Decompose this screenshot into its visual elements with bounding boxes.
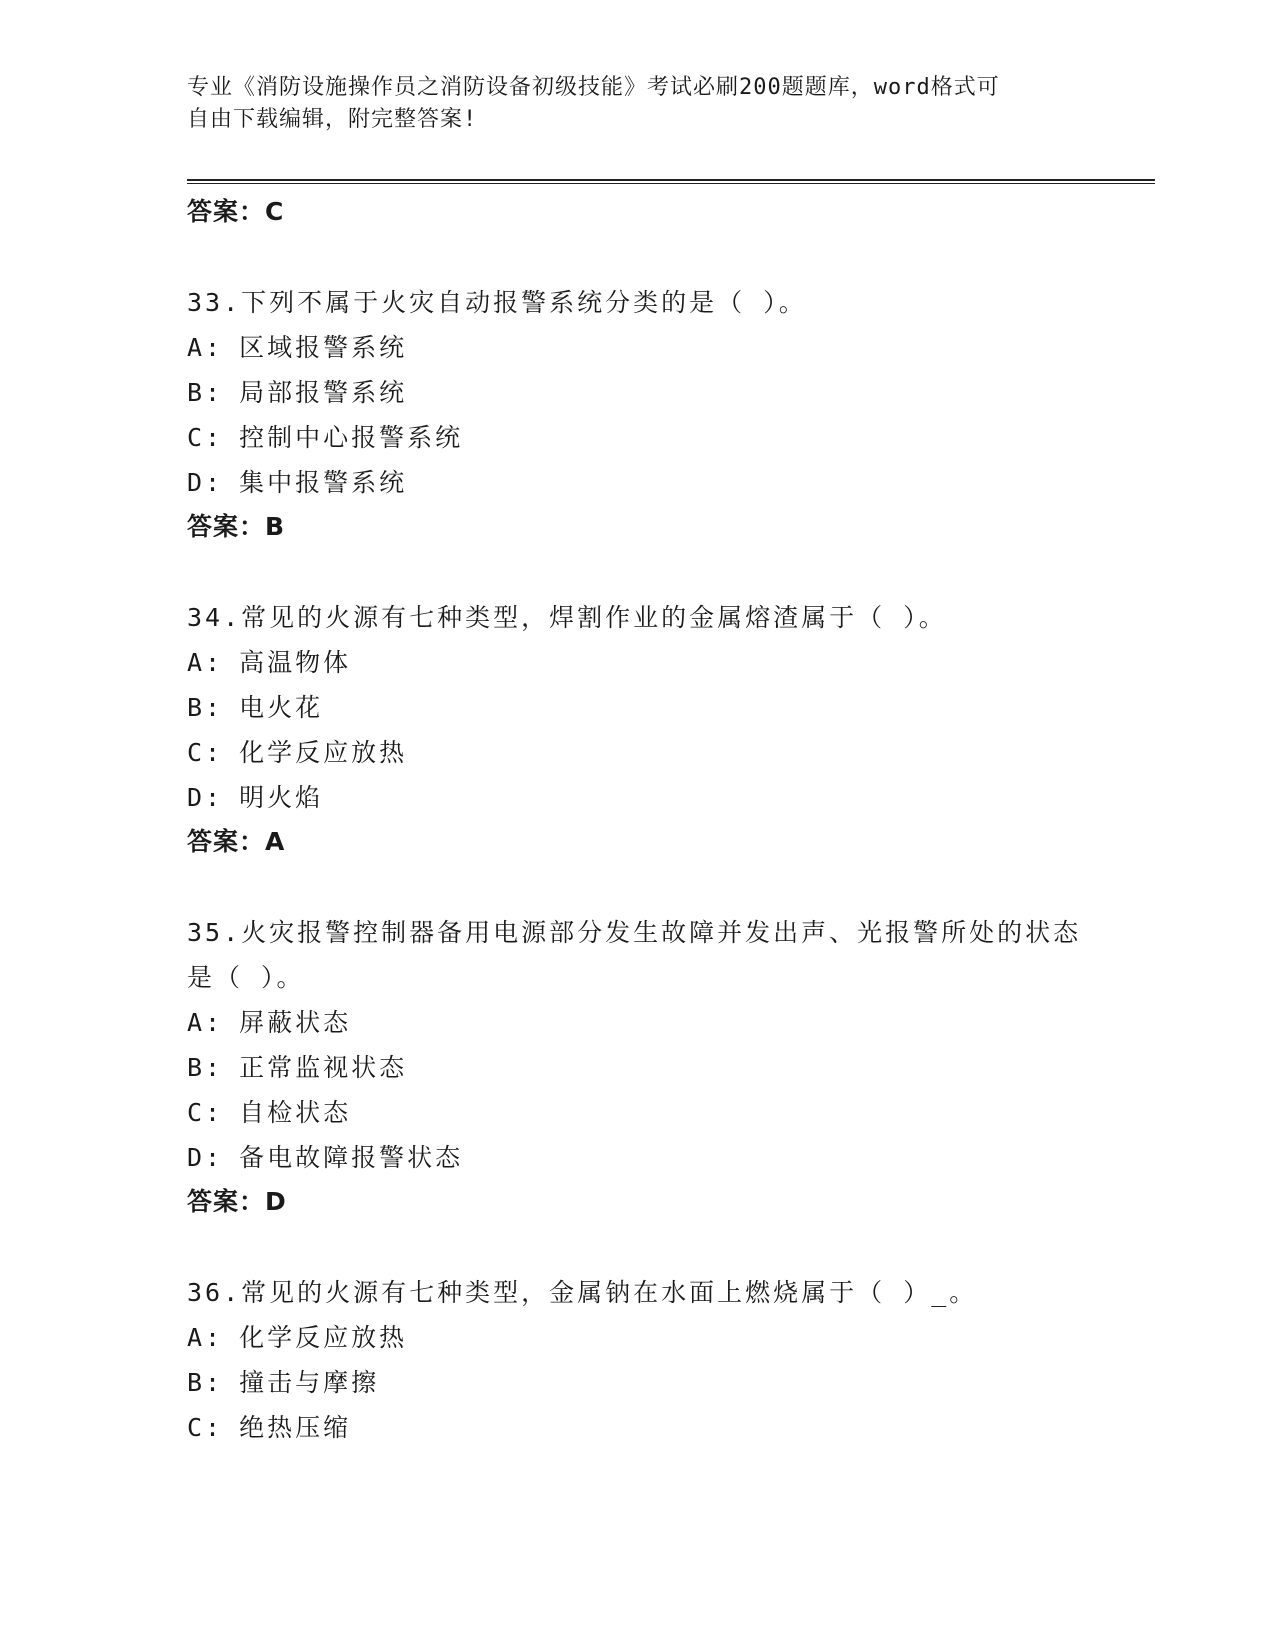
option-text: 自检状态 [239,1098,352,1127]
option-text: 明火焰 [239,783,324,812]
option-33-b [187,370,1087,415]
option-text: 化学反应放热 [239,738,408,767]
option-key: B: [187,1053,224,1082]
header-line-1: 专业《消防设施操作员之消防设备初级技能》考试必刷200题题库，word格式可 [187,75,1000,100]
header-divider-thin [187,183,1155,184]
question-text-36: 36.常见的火源有七种类型，金属钠在水面上燃烧属于（ ）_。 [187,1278,978,1307]
option-33-c [187,415,1087,460]
option-key: C: [187,423,224,452]
question-text-35: 35.火灾报警控制器备用电源部分发生故障并发出声、光报警所处的状态是（ ）。 [187,918,1082,992]
option-33-a [187,325,1087,370]
question-block-35 [187,910,1087,1224]
option-key: A: [187,1008,224,1037]
answer-33: 答案：B [187,512,286,541]
option-key: C: [187,1098,224,1127]
option-text: 集中报警系统 [239,468,408,497]
option-key: A: [187,648,224,677]
option-text: 电火花 [239,693,324,722]
option-35-b [187,1045,1087,1090]
option-key: A: [187,333,224,362]
option-key: A: [187,1323,224,1352]
option-34-c [187,730,1087,775]
question-list [187,190,1087,1450]
option-text: 高温物体 [239,648,352,677]
option-key: D: [187,783,224,812]
option-text: 备电故障报警状态 [239,1143,464,1172]
question-text-33: 33.下列不属于火灾自动报警系统分类的是（ ）。 [187,288,807,317]
header-line-2: 自由下载编辑，附完整答案! [187,107,478,132]
option-34-b [187,685,1087,730]
option-text: 局部报警系统 [239,378,408,407]
option-text: 控制中心报警系统 [239,423,464,452]
answer-32: 答案：C [187,197,285,226]
question-block-33 [187,280,1087,549]
option-text: 绝热压缩 [239,1413,352,1442]
option-36-a [187,1315,1087,1360]
question-block-34 [187,595,1087,864]
option-text: 正常监视状态 [239,1053,408,1082]
option-key: B: [187,693,224,722]
answer-34: 答案：A [187,827,286,856]
option-text: 撞击与摩擦 [239,1368,380,1397]
option-key: B: [187,378,224,407]
option-key: C: [187,1413,224,1442]
header-divider-thick [187,179,1155,181]
option-text: 区域报警系统 [239,333,408,362]
option-text: 屏蔽状态 [239,1008,352,1037]
option-key: D: [187,1143,224,1172]
option-35-c [187,1090,1087,1135]
option-key: D: [187,468,224,497]
question-text-34: 34.常见的火源有七种类型，焊割作业的金属熔渣属于（ ）。 [187,603,947,632]
option-33-d [187,460,1087,505]
option-35-d [187,1135,1087,1180]
option-key: C: [187,738,224,767]
option-36-b [187,1360,1087,1405]
answer-35: 答案：D [187,1187,287,1216]
option-35-a [187,1000,1087,1045]
option-34-d [187,775,1087,820]
document-header [187,72,1067,136]
option-36-c [187,1405,1087,1450]
question-block-36 [187,1270,1087,1450]
option-key: B: [187,1368,224,1397]
option-text: 化学反应放热 [239,1323,408,1352]
option-34-a [187,640,1087,685]
